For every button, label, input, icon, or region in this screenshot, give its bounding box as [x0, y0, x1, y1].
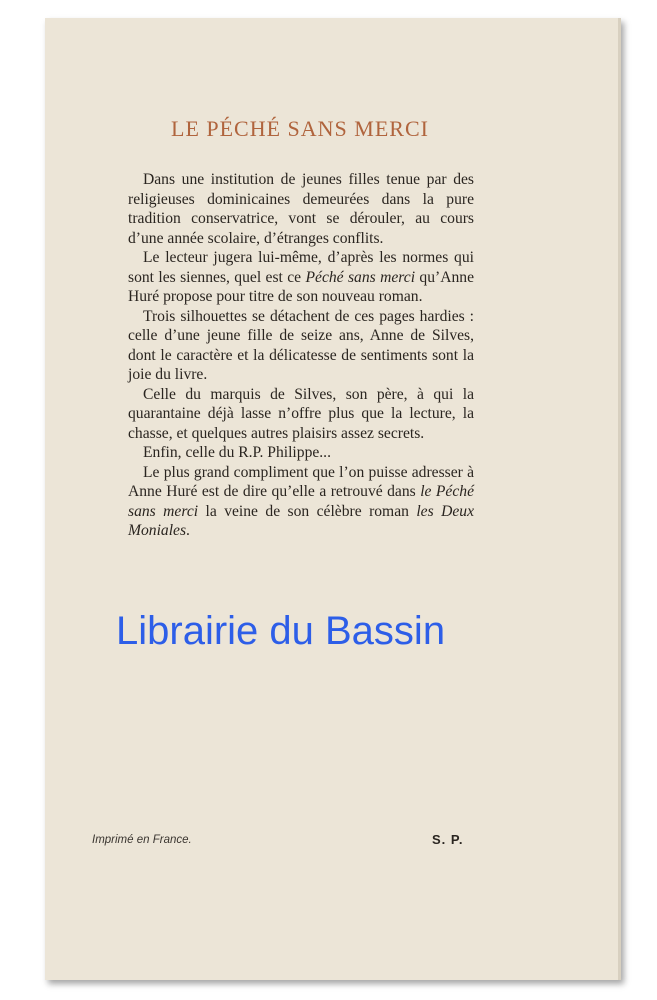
book-title: LE PÉCHÉ SANS MERCI — [171, 116, 429, 141]
blurb-paragraph — [128, 443, 474, 463]
price-code-label: S. P. — [432, 832, 464, 847]
italic-title-ref: les Deux Moniales — [128, 502, 474, 539]
text-run: la veine de son célèbre roman — [198, 502, 417, 520]
cover-edge — [618, 18, 621, 980]
text-run: Le lecteur jugera lui-même, d’après les normes qui sont les siennes, quel est ce — [128, 249, 474, 286]
text-run: . — [186, 522, 190, 539]
italic-title-ref: Péché sans merci — [305, 268, 416, 286]
blurb-paragraph — [128, 463, 474, 541]
text-run: Le plus grand compliment que l’on puisse adresser à Anne Huré est de dire qu’elle a retrouvé dans — [128, 463, 474, 500]
blurb-text — [128, 170, 474, 541]
printed-in-label: Imprimé en France. — [92, 834, 192, 846]
blurb-paragraph — [128, 307, 474, 385]
text-run: qu’Anne Huré propose pour titre de son nouveau roman. — [128, 268, 474, 305]
watermark-text: Librairie du Bassin — [116, 609, 446, 653]
blurb-paragraph — [128, 248, 474, 307]
text-run: Trois silhouettes se détachent de ces pages hardies : celle d’une jeune fille de seize ans, Anne de Silves, dont le caractère et la délicatesse de sentiments sont la joie du livre. — [128, 307, 474, 383]
text-run: Dans une institution de jeunes filles tenue par des religieuses dominicaines demeurées dans la pure tradition conservatrice, vont se dérouler, au cours d’une année scolaire, d’étranges conflits. — [128, 171, 474, 247]
italic-title-ref: le Péché sans merci — [128, 483, 474, 520]
text-run: Enfin, celle du R.P. Philippe... — [143, 444, 331, 461]
text-run: Celle du marquis de Silves, son père, à qui la quarantaine déjà lasse n’offre plus que la lecture, la chasse, et quelques autres plaisirs assez secrets. — [128, 385, 474, 442]
blurb-paragraph — [128, 385, 474, 444]
blurb-paragraph — [128, 170, 474, 248]
